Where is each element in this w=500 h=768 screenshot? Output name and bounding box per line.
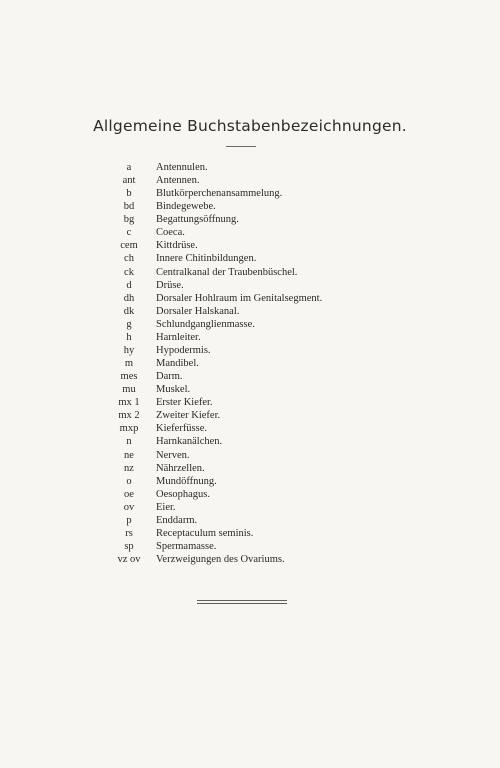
abbreviation: mx 2	[118, 410, 140, 422]
list-item	[0, 501, 500, 514]
abbreviation-meaning: Enddarm.	[156, 514, 198, 526]
abbreviation: ov	[123, 501, 135, 513]
abbreviation: m	[124, 358, 134, 370]
list-item	[0, 553, 500, 566]
abbreviation: b	[126, 188, 132, 200]
abbreviation: bg	[123, 214, 135, 226]
list-item	[0, 226, 500, 239]
closing-rule-top	[197, 600, 287, 601]
list-item	[0, 292, 500, 305]
abbreviation: c	[126, 227, 132, 239]
abbreviation-meaning: Darm.	[156, 371, 183, 383]
abbreviation: oe	[124, 488, 134, 500]
abbreviation-meaning: Schlundganglienmasse.	[156, 318, 255, 330]
list-item	[0, 331, 500, 344]
abbreviation: rs	[125, 527, 133, 539]
abbreviation: dk	[123, 305, 135, 317]
abbreviation-meaning: Innere Chitinbildungen.	[156, 253, 257, 265]
abbreviation: mx 1	[118, 397, 140, 409]
abbreviation: g	[126, 318, 132, 330]
list-item	[0, 344, 500, 357]
abbreviation-meaning: Oesophagus.	[156, 488, 210, 500]
abbreviation: ch	[124, 253, 134, 265]
list-item	[0, 396, 500, 409]
abbreviation-meaning: Centralkanal der Traubenbüschel.	[156, 266, 298, 278]
list-item	[0, 305, 500, 318]
abbreviation-meaning: Zweiter Kiefer.	[156, 410, 221, 422]
list-item	[0, 488, 500, 501]
abbreviation-meaning: Verzweigungen des Ovariums.	[156, 554, 285, 566]
abbreviation: d	[126, 279, 132, 291]
list-item	[0, 383, 500, 396]
abbreviation-meaning: Spermamasse.	[156, 541, 217, 553]
list-item	[0, 527, 500, 540]
list-item	[0, 200, 500, 213]
abbreviation-meaning: Mandibel.	[156, 358, 199, 370]
abbreviation-meaning: Harnleiter.	[156, 331, 201, 343]
abbreviation-meaning: Antennen.	[156, 175, 200, 187]
list-item	[0, 318, 500, 331]
abbreviation-meaning: Dorsaler Hohlraum im Genitalsegment.	[156, 292, 323, 304]
abbreviation: mes	[120, 371, 138, 383]
abbreviation-meaning: Nerven.	[156, 449, 190, 461]
list-item	[0, 279, 500, 292]
abbreviation-meaning: Eier.	[156, 501, 176, 513]
abbreviation-meaning: Kieferfüsse.	[156, 423, 208, 435]
list-item	[0, 357, 500, 370]
list-item	[0, 252, 500, 265]
list-item	[0, 514, 500, 527]
abbreviation-meaning: Coeca.	[156, 227, 185, 239]
abbreviation-meaning: Dorsaler Halskanal.	[156, 305, 240, 317]
abbreviation-meaning: Drüse.	[156, 279, 184, 291]
abbreviation: dh	[123, 292, 135, 304]
abbreviation-meaning: Hypodermis.	[156, 344, 211, 356]
list-item	[0, 475, 500, 488]
list-item	[0, 187, 500, 200]
abbreviation: ant	[122, 175, 136, 187]
list-item	[0, 174, 500, 187]
list-item	[0, 409, 500, 422]
abbreviation-meaning: Erster Kiefer.	[156, 397, 213, 409]
abbreviation-meaning: Blutkörperchenansammelung.	[156, 188, 283, 200]
abbreviation: vz ov	[117, 554, 141, 566]
list-item	[0, 370, 500, 383]
list-item	[0, 266, 500, 279]
abbreviation: bd	[123, 201, 135, 213]
abbreviation: hy	[123, 344, 135, 356]
list-item	[0, 449, 500, 462]
abbreviation-meaning: Muskel.	[156, 384, 191, 396]
list-item	[0, 540, 500, 553]
abbreviation: cem	[120, 240, 138, 252]
list-item	[0, 462, 500, 475]
abbreviation: ck	[124, 266, 134, 278]
abbreviation: mxp	[119, 423, 139, 435]
abbreviation-meaning: Begattungsöffnung.	[156, 214, 239, 226]
abbreviation: o	[126, 475, 132, 487]
title-divider	[226, 146, 256, 147]
abbreviation: n	[126, 436, 132, 448]
list-item	[0, 422, 500, 435]
abbreviation: p	[126, 514, 132, 526]
abbreviation-meaning: Bindegewebe.	[156, 201, 216, 213]
abbreviation: h	[126, 331, 132, 343]
list-item	[0, 213, 500, 226]
abbreviation: nz	[124, 462, 134, 474]
list-item	[0, 239, 500, 252]
abbreviation-meaning: Antennulen.	[156, 162, 208, 173]
abbreviation: sp	[124, 541, 134, 553]
abbreviation-meaning: Receptaculum seminis.	[156, 527, 254, 539]
abbreviation-meaning: Kittdrüse.	[156, 240, 198, 252]
list-item	[0, 435, 500, 448]
closing-rule-bottom	[197, 603, 287, 604]
abbreviation-meaning: Harnkanälchen.	[156, 436, 223, 448]
abbreviation: ne	[124, 449, 134, 461]
abbreviation: mu	[122, 384, 136, 396]
list-item	[0, 161, 500, 174]
abbreviation: a	[126, 162, 132, 173]
page-title: Allgemeine Buchstabenbezeichnungen.	[93, 117, 407, 135]
abbreviation-meaning: Mundöffnung.	[156, 475, 217, 487]
abbreviation-meaning: Nährzellen.	[156, 462, 205, 474]
